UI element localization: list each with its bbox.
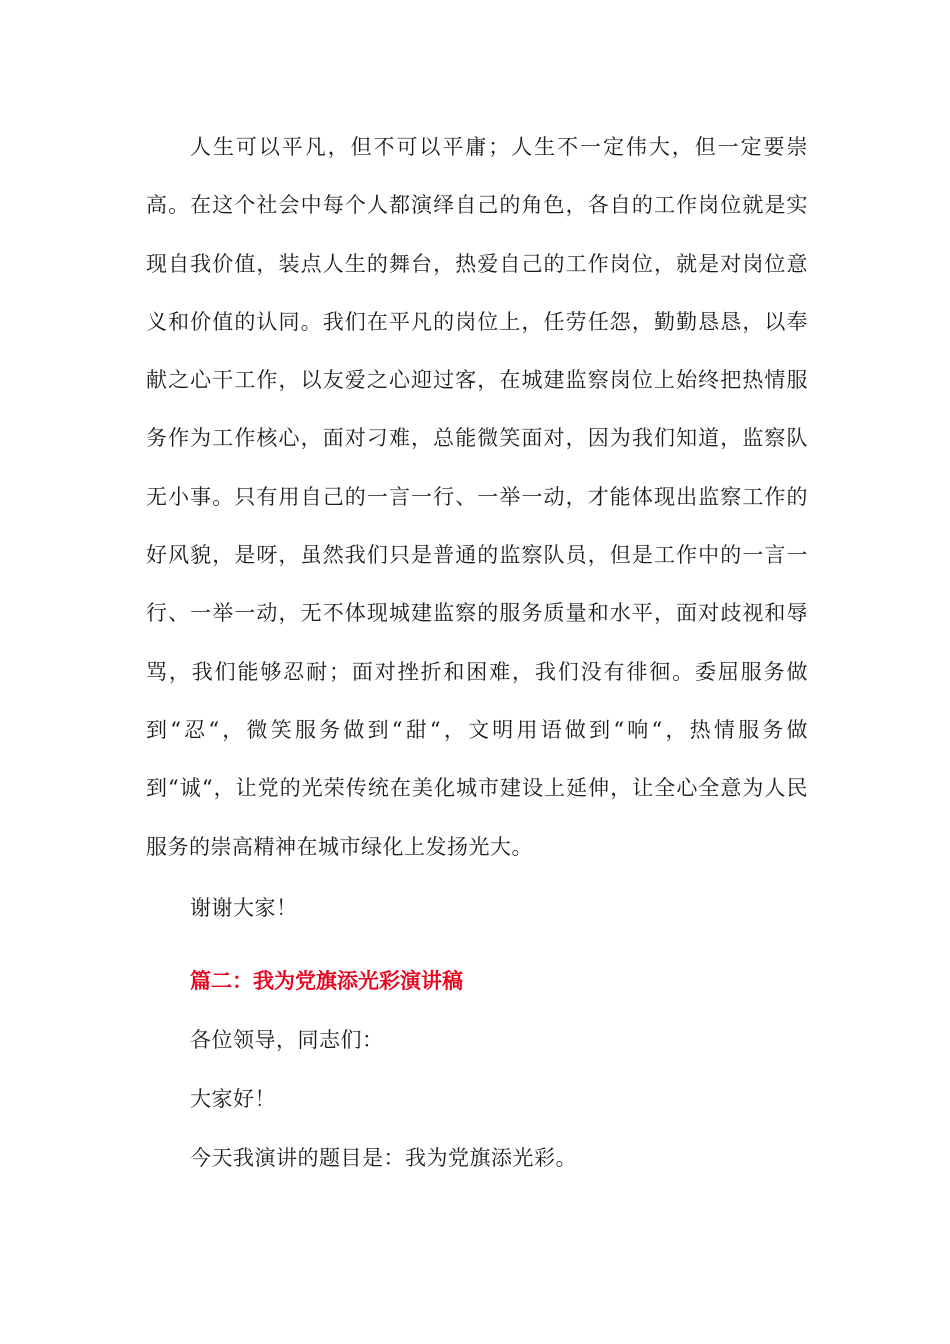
- body-paragraph: 人生可以平凡，但不可以平庸；人生不一定伟大，但一定要崇高。在这个社会中每个人都演绎自己的角色，各自的工作岗位就是实现自我价值，装点人生的舞台，热爱自己的工作岗位，就是对岗位意义和价值的认同。我们在平凡的岗位上，任劳任怨，勤勤恳恳，以奉献之心干工作，以友爱之心迎过客，在城建监察岗位上始终把热情服务作为工作核心，面对刁难，总能微笑面对，因为我们知道，监察队无小事。只有用自己的一言一行、一举一动，才能体现出监察工作的好风貌，是呀，虽然我们只是普通的监察队员，但是工作中的一言一行、一举一动，无不体现城建监察的服务质量和水平，面对歧视和辱骂，我们能够忍耐；面对挫折和困难，我们没有徘徊。委屈服务做到“忍“，微笑服务做到“甜“，文明用语做到“响“，热情服务做到“诚“，让党的光荣传统在美化城市建设上延伸，让全心全意为人民服务的崇高精神在城市绿化上发扬光大。: [146, 135, 808, 859]
- thanks-line: 谢谢大家！: [190, 896, 298, 920]
- greeting-line: 大家好！: [190, 1087, 276, 1111]
- salutation-line: 各位领导，同志们：: [190, 1028, 384, 1052]
- topic-line: 今天我演讲的题目是：我为党旗添光彩。: [190, 1146, 577, 1170]
- section-heading: 篇二：我为党旗添光彩演讲稿: [190, 969, 463, 993]
